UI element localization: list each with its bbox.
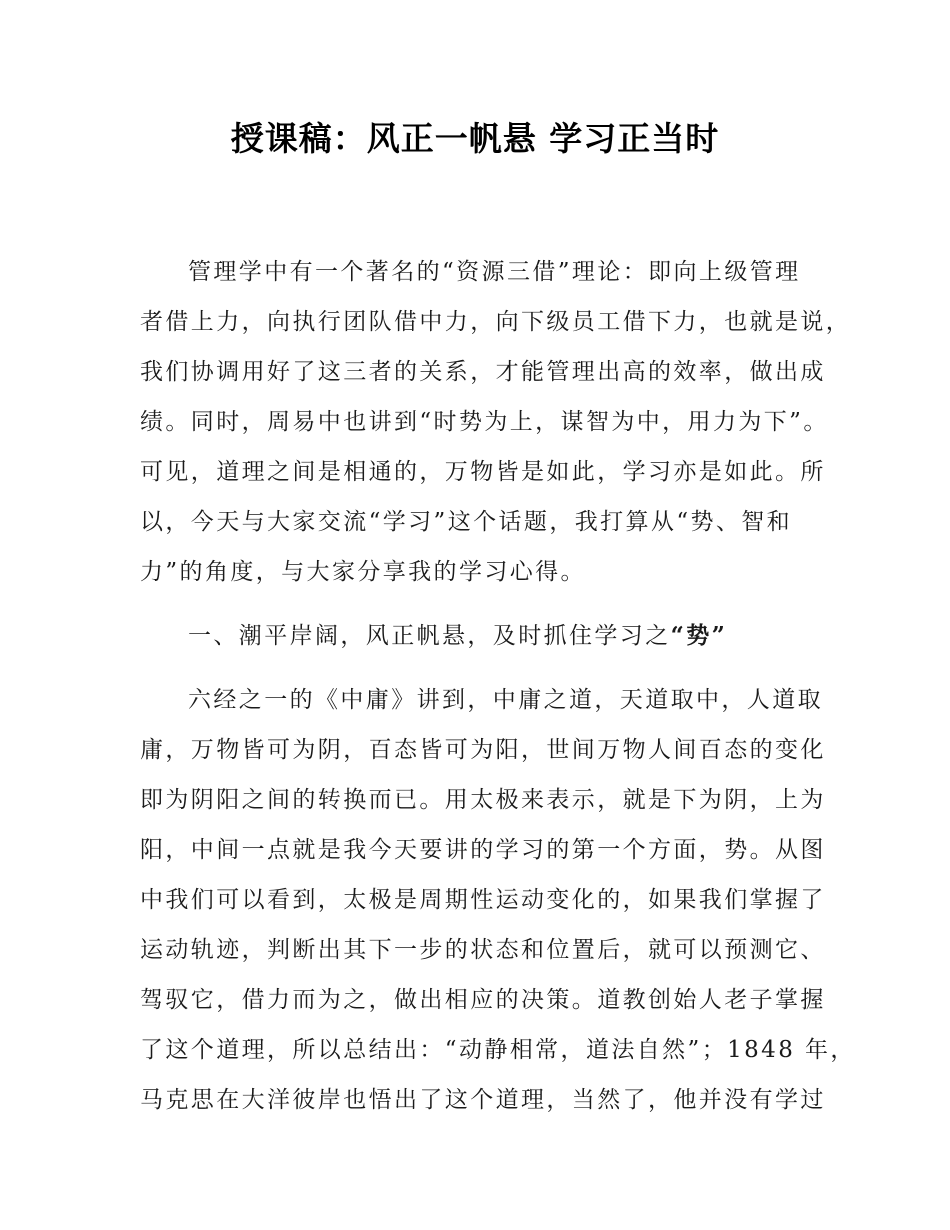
document-title: 授课稿：风正一帆悬 学习正当时 bbox=[230, 119, 720, 158]
paragraph-2-line-1: 六经之一的《中庸》讲到，中庸之道，天道取中，人道取 bbox=[188, 687, 823, 713]
section-heading-1-text: 一、潮平岸阔，风正帆悬，及时抓住学习之 bbox=[188, 623, 671, 649]
section-heading-1 bbox=[188, 616, 727, 656]
paragraph-2-line-8: 了这个道理，所以总结出：“动静相常，道法自然”；1848 年， bbox=[140, 1037, 856, 1063]
paragraph-2-line-9: 马克思在大洋彼岸也悟出了这个道理，当然了，他并没有学过 bbox=[140, 1087, 826, 1113]
paragraph-1-line-2: 者借上力，向执行团队借中力，向下级员工借下力，也就是说， bbox=[140, 309, 852, 335]
paragraph-2-line-2: 庸，万物皆可为阴，百态皆可为阳，世间万物人间百态的变化 bbox=[140, 737, 826, 763]
paragraph-1-line-6: 以，今天与大家交流“学习”这个话题，我打算从“势、智和 bbox=[140, 509, 793, 535]
paragraph-2-line-6: 运动轨迹，判断出其下一步的状态和位置后，就可以预测它、 bbox=[140, 937, 826, 963]
paragraph-1-line-4: 绩。同时，周易中也讲到“时势为上，谋智为中，用力为下”。 bbox=[140, 409, 829, 435]
paragraph-1-line-3: 我们协调用好了这三者的关系，才能管理出高的效率，做出成 bbox=[140, 359, 826, 385]
paragraph-2-line-7: 驾驭它，借力而为之，做出相应的决策。道教创始人老子掌握 bbox=[140, 987, 826, 1013]
paragraph-1-line-7: 力”的角度，与大家分享我的学习心得。 bbox=[140, 559, 586, 585]
section-heading-1-emphasis: “势” bbox=[670, 622, 728, 649]
paragraph-2-line-4: 阳，中间一点就是我今天要讲的学习的第一个方面，势。从图 bbox=[140, 837, 826, 863]
document-body bbox=[140, 252, 856, 1212]
paragraph-2-line-5: 中我们可以看到，太极是周期性运动变化的，如果我们掌握了 bbox=[140, 887, 826, 913]
paragraph-1-line-1: 管理学中有一个著名的“资源三借”理论：即向上级管理 bbox=[188, 259, 801, 285]
paragraph-2-line-3: 即为阴阳之间的转换而已。用太极来表示，就是下为阴，上为 bbox=[140, 787, 826, 813]
paragraph-1-line-5: 可见，道理之间是相通的，万物皆是如此，学习亦是如此。所 bbox=[140, 459, 826, 485]
